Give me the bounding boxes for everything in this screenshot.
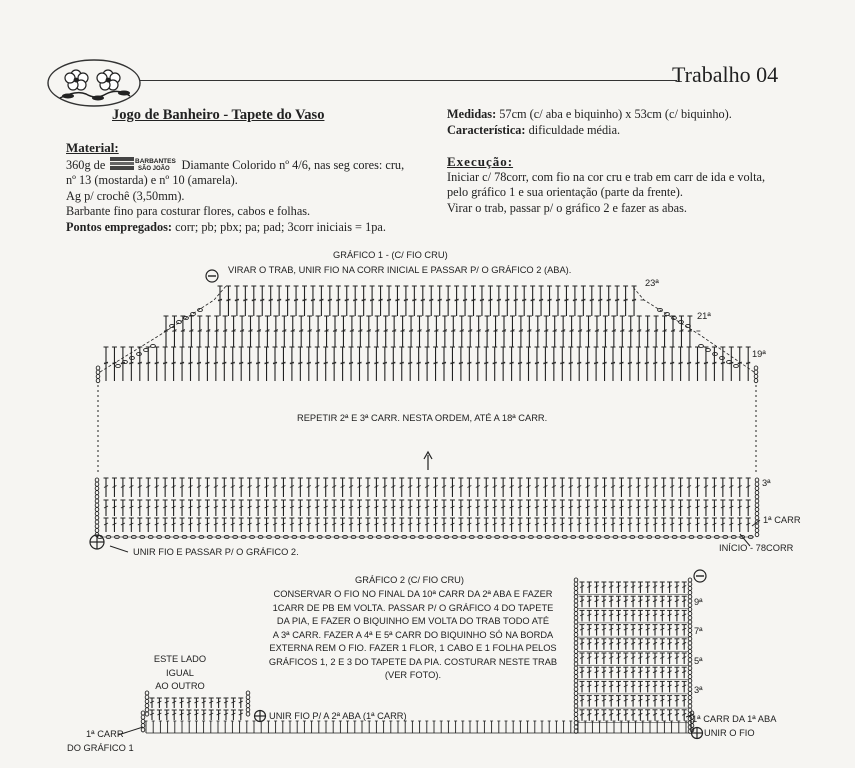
chain-symbol [145,712,149,716]
chain-symbol [95,528,99,532]
chart2-row-7: 7ª [694,626,703,636]
chart2-row-9: 9ª [694,597,703,607]
chain-symbol [145,699,149,703]
chain-symbol [574,649,578,653]
chart2-title: GRÁFICO 2 (C/ FIO CRU) [355,575,464,585]
chain-symbol [145,708,149,712]
same-side-line-2: AO OUTRO [155,681,205,691]
chain-symbol [755,478,759,482]
instruction-line: DA PIA, E FAZER O BIQUINHO EM VOLTA DO TRAB TODO ATÉ [276,616,550,626]
chain-symbol [96,370,100,374]
chain-symbol [95,482,99,486]
chain-symbol [145,695,149,699]
chain-symbol [688,696,692,700]
chain-symbol [688,599,692,603]
chain-symbol [688,607,692,611]
chain-symbol [688,691,692,695]
chain-symbol [116,364,121,367]
chain-symbol [688,582,692,586]
chain-symbol [95,486,99,490]
chain-symbol [755,503,759,507]
project-title: Jogo de Banheiro - Tapete do Vaso [112,107,325,123]
execution-line-1: Iniciar c/ 78corr, com fio na cor cru e trab em carr de ida e volta, [447,169,766,184]
chart2-row-5: 5ª [694,656,703,666]
measures-label: Medidas: [447,107,497,121]
chart1-row-21: 21ª [697,311,711,321]
chain-symbol [688,612,692,616]
chain-symbol [755,499,759,503]
feature-text: dificuldade média. [528,122,621,137]
chain-symbol [688,679,692,683]
chain-symbol [699,344,704,347]
chain-symbol [754,370,758,374]
chain-symbol [688,645,692,649]
brand-name: BARBANTES [135,157,177,165]
chain-symbol [755,524,759,528]
brand-subname: SÃO JOÃO [138,165,171,172]
chain-symbol [755,507,759,511]
chain-symbol [688,704,692,708]
chain-symbol [754,366,758,370]
execution-heading: Execução: [447,154,514,170]
chain-symbol [688,586,692,590]
execution-line-2: pelo gráfico 1 e sua orientação (parte da frente). [447,185,683,200]
chain-symbol [574,599,578,603]
chart1-join-note: UNIR FIO E PASSAR P/ O GRÁFICO 2. [133,547,299,557]
chain-symbol [137,352,142,355]
chain-symbol [734,364,739,367]
chain-symbol [574,683,578,687]
chain-symbol [574,696,578,700]
chain-symbol [755,495,759,499]
chain-symbol [688,675,692,679]
chain-symbol [688,616,692,620]
chain-symbol [95,507,99,511]
chain-symbol [688,641,692,645]
chain-symbol [688,578,692,582]
chain-symbol [246,712,250,716]
instruction-line: (VER FOTO). [384,670,442,680]
material-suffix: Diamante Colorido nº 4/6, nas seg cores: cru, [181,157,405,172]
chain-symbol [688,603,692,607]
chain-symbol [688,700,692,704]
chain-symbol [688,624,692,628]
chain-symbol [574,582,578,586]
chart2-instructions [252,588,574,683]
chain-symbol [574,654,578,658]
chain-symbol [95,516,99,520]
material-prefix: 360g de [66,157,106,172]
same-side-note [140,653,220,694]
chain-symbol [574,616,578,620]
chain-symbol [95,511,99,515]
chart1-row-1: 1ª CARR [763,515,801,525]
execution-line-3: Virar o trab, passar p/ o gráfico 2 e fazer as abas. [447,200,687,215]
chain-symbol [688,620,692,624]
chain-symbol [754,374,758,378]
chain-symbol [96,374,100,378]
chain-symbol [574,637,578,641]
chain-symbol [720,356,725,359]
first-row-chart1-line-1: 1ª CARR [86,729,124,739]
chain-symbol [755,491,759,495]
chain-symbol [688,633,692,637]
instruction-line: EXTERNA REM O FIO. FAZER 1 FLOR, 1 CABO E 1 FOLHA PELOS [269,643,557,653]
instruction-line: A 3ª CARR. FAZER A 4ª E 5ª CARR DO BIQUINHO SÓ NA BORDA [272,629,554,640]
stitches-text: corr; pb; pbx; pa; pad; 3corr iniciais = 1pa. [175,219,386,234]
instruction-line: 1CARR DE PB EM VOLTA. PASSAR P/ O GRÁFICO 4 DO TAPETE [272,602,554,613]
material-line-3: Ag p/ crochê (3,50mm). [66,188,185,203]
chain-symbol [574,700,578,704]
chain-symbol [688,683,692,687]
chain-symbol [141,715,145,719]
chain-symbol [574,662,578,666]
chain-symbol [574,607,578,611]
material-heading: Material: [66,140,119,155]
chain-symbol [574,658,578,662]
first-row-chart1-line-2: DO GRÁFICO 1 [67,743,134,753]
chain-symbol [727,360,732,363]
chain-symbol [574,717,578,721]
chain-symbol [754,379,758,383]
chart1-row-19: 19ª [752,349,766,359]
chain-symbol [574,620,578,624]
chain-symbol [141,728,145,732]
chain-symbol [574,591,578,595]
chain-symbol [95,524,99,528]
join-second-flap-note: UNIR FIO P/ A 2ª ABA (1ª CARR) [269,711,407,721]
chain-symbol [755,516,759,520]
chain-symbol [755,528,759,532]
chart1-row-23: 23ª [645,278,659,288]
chain-symbol [574,641,578,645]
chain-symbol [574,670,578,674]
chain-symbol [574,628,578,632]
chain-symbol [755,511,759,515]
chain-symbol [96,366,100,370]
chain-symbol [95,503,99,507]
chain-symbol [141,719,145,723]
chain-symbol [246,695,250,699]
chain-symbol [574,612,578,616]
chain-symbol [574,624,578,628]
chain-symbol [151,344,156,347]
stitches-label: Pontos empregados: [66,219,173,234]
chain-symbol [688,628,692,632]
section-title: Trabalho 04 [672,62,779,87]
chain-symbol [95,520,99,524]
chain-symbol [688,649,692,653]
chart2-row-3: 3ª [694,685,703,695]
material-line-4: Barbante fino para costurar flores, cabos e folhas. [66,204,311,219]
chain-symbol [145,704,149,708]
chain-symbol [574,586,578,590]
chain-symbol [574,595,578,599]
chain-symbol [144,348,149,351]
chain-symbol [574,679,578,683]
chain-symbol [95,478,99,482]
chain-symbol [688,666,692,670]
chain-symbol [574,691,578,695]
join-thread-note: UNIR O FIO [704,728,755,738]
instruction-line: CONSERVAR O FIO NO FINAL DA 10ª CARR DA 2ª ABA E FAZER [273,589,553,599]
chain-symbol [246,708,250,712]
chain-symbol [95,499,99,503]
chain-symbol [95,495,99,499]
chain-symbol [246,691,250,695]
chain-symbol [574,666,578,670]
chain-symbol [574,578,578,582]
chain-symbol [713,352,718,355]
chain-symbol [95,491,99,495]
chain-symbol [141,711,145,715]
chain-symbol [755,482,759,486]
same-side-line-1: ESTE LADO IGUAL [153,654,207,678]
chain-symbol [755,533,759,537]
chain-symbol [688,662,692,666]
chain-symbol [755,486,759,490]
first-row-flap-note: 1ª CARR DA 1ª ABA [692,714,777,724]
chain-symbol [688,591,692,595]
chain-symbol [665,312,670,315]
chain-symbol [96,379,100,383]
chain-symbol [688,658,692,662]
chain-symbol [130,356,135,359]
chain-symbol [574,633,578,637]
chain-symbol [688,637,692,641]
measures-text: 57cm (c/ aba e biquinho) x 53cm (c/ biquinho). [499,107,732,121]
chain-symbol [574,645,578,649]
feature-label: Característica: [447,122,526,137]
material-line-2: nº 13 (mostarda) e nº 10 (amarela). [66,173,238,188]
chart1-repeat-note: REPETIR 2ª E 3ª CARR. NESTA ORDEM, ATÉ A 18ª CARR. [297,413,548,423]
chain-symbol [191,312,196,315]
pointer-line [110,546,128,552]
chain-symbol [574,712,578,716]
chain-symbol [688,687,692,691]
chain-symbol [688,670,692,674]
chart1-top-note: VIRAR O TRAB, UNIR FIO NA CORR INICIAL E PASSAR P/ O GRÁFICO 2 (ABA). [228,265,572,275]
chain-symbol [574,687,578,691]
chart1-start-note: INÍCIO - 78CORR [719,543,794,553]
chain-symbol [688,595,692,599]
chain-symbol [574,725,578,729]
chain-symbol [574,704,578,708]
chain-symbol [574,675,578,679]
chart1-row-3: 3ª [762,478,771,488]
chain-symbol [688,654,692,658]
chain-symbol [574,708,578,712]
chain-symbol [246,704,250,708]
shaping-edge-right [632,286,754,372]
chain-symbol [246,699,250,703]
instruction-line: GRÁFICOS 1, 2 E 3 DO TAPETE DA PIA. COSTURAR NESTE TRAB [268,656,558,667]
chain-symbol [574,603,578,607]
chain-symbol [574,721,578,725]
chart1-title: GRÁFICO 1 - (C/ FIO CRU) [333,250,448,260]
